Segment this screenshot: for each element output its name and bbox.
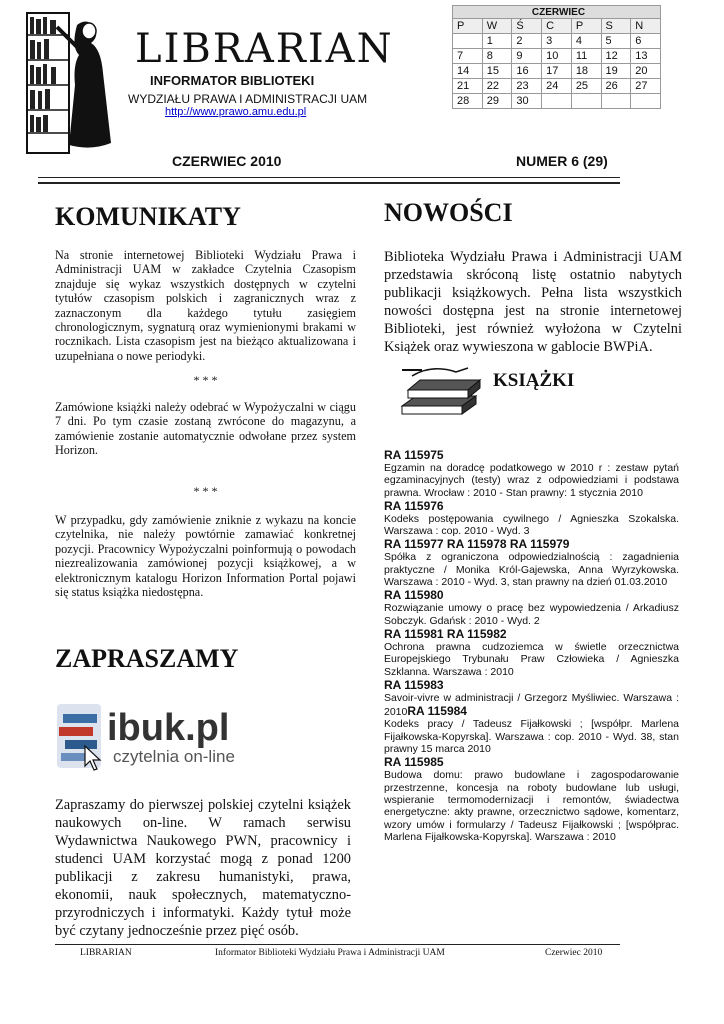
calendar-date: 1 [482,34,512,49]
ksiazki-heading: KSIĄŻKI [493,370,575,391]
list-item [384,755,679,843]
calendar-date: 23 [512,79,542,94]
issue-number: NUMER 6 (29) [516,153,608,169]
books-icon [398,364,488,424]
calendar-date: 5 [601,34,631,49]
calendar-date: 8 [482,49,512,64]
zapraszamy-text: Zapraszamy do pierwszej polskiej czytelni książek naukowych on-line. W ramach serwisu Wydawnictwa Naukowego PWN, pracownicy i studenci UAM korzystać mogą z ponad 1200 publikacji z zakresu humanistyki, prawa, ekonomii, nauk społecznych, matematyczno-przyrodniczych i informatyki. Każdy tytuł może być czytany jednocześnie przez pięć osób. [55,797,351,939]
list-item [384,627,679,678]
calendar-date: 29 [482,94,512,109]
calendar-date: 7 [453,49,483,64]
divider [38,182,620,184]
footer-right: Czerwiec 2010 [545,948,603,958]
book-description: Egzamin na doradcę podatkowego w 2010 r : zestaw pytań egzaminacyjnych (testy) wraz z odpowiedziami i podstawa prawna. Wrocław : 2010 - Stan prawny: 1 stycznia 2010 [384,462,679,499]
ibuk-logo-text: ibuk.pl [107,707,230,749]
calendar-date: 13 [631,49,661,64]
book-signature: RA 115983 [384,677,444,692]
list-item [384,678,679,719]
calendar-date: 25 [571,79,601,94]
ibuk-logo-subtext: czytelnia on-line [113,747,235,766]
calendar-date: 27 [631,79,661,94]
calendar-day: S [601,19,631,34]
nowosci-heading: NOWOŚCI [384,198,513,227]
book-description: Kodeks postępowania cywilnego / Agnieszka Szokalska. Warszawa : cop. 2010 - Wyd. 3 [384,512,679,538]
calendar-day: W [482,19,512,34]
calendar-date: 16 [512,64,542,79]
calendar-week [453,79,661,94]
komunikaty-paragraph: Na stronie internetowej Biblioteki Wydziału Prawa i Administracji UAM w zakładce Czytelnia Czasopism znajduje się wykaz wszystkich dostępnych w czytelni tytułów czasopism polskich i zagranicznych wraz z zaznaczonym dla każdego tytułu zasięgiem chronologicznym, sygnaturą oraz wymienionymi brakami w rocznikach. Lista czasopism jest na bieżąco aktualizowana i uzupełniana o nowe periodyki. [55,248,356,363]
calendar-date: 24 [542,79,572,94]
calendar-date [601,94,631,109]
calendar-date: 18 [571,64,601,79]
calendar-day-headers [453,19,661,34]
issue-date: CZERWIEC 2010 [172,153,282,169]
calendar-day: P [453,19,483,34]
calendar-date: 22 [482,79,512,94]
calendar-date: 15 [482,64,512,79]
calendar-month: CZERWIEC [453,6,661,19]
calendar-date: 14 [453,64,483,79]
nowosci-text: Biblioteka Wydziału Prawa i Administracji UAM przedstawia skróconą listę ostatnio nabytych publikacji książkowych. Pełna lista wszystkich nowości dostępna jest na stronie internetowej Biblioteki, jest również wyłożona w Czytelni Książek oraz wywieszona w gablocie BWPiA. [384,249,682,355]
zapraszamy-heading: ZAPRASZAMY [55,644,239,673]
book-description: Kodeks pracy / Tadeusz Fijałkowski ; [współpr. Marlena Fijałkowska-Kopyrska]. Warszawa : cop. 2010 - Wyd. 38, stan prawny 15 marca 2010 [384,718,679,756]
book-description [384,692,679,719]
calendar-date: 11 [571,49,601,64]
calendar-day: N [631,19,661,34]
calendar-date [571,94,601,109]
calendar-date: 28 [453,94,483,109]
calendar-date: 3 [542,34,572,49]
calendar-date: 30 [512,94,542,109]
list-item [384,588,679,627]
calendar-day: Ś [512,19,542,34]
calendar-date [453,34,483,49]
list-item [384,448,679,499]
calendar-date [542,94,572,109]
ibuk-logo-icon [55,700,275,778]
calendar-week [453,34,661,49]
divider [38,177,620,178]
calendar-date: 6 [631,34,661,49]
list-item [384,499,679,538]
calendar-date: 2 [512,34,542,49]
calendar-date: 10 [542,49,572,64]
newsletter-title: LIBRARIAN [135,26,394,72]
book-description: Ochrona prawna cudzoziemca w świetle orzecznictwa Europejskiego Trybunału Praw Człowieka / Agnieszka Szklanna. Warszawa : 2010 [384,640,679,678]
book-list [384,448,679,843]
list-item [384,537,679,588]
calendar-day: P [571,19,601,34]
calendar-date: 12 [601,49,631,64]
calendar-week [453,49,661,64]
calendar-date: 9 [512,49,542,64]
newsletter-subtitle: INFORMATOR BIBLIOTEKI [150,73,315,88]
calendar-week [453,64,661,79]
separator: * * * [193,373,218,387]
komunikaty-heading: KOMUNIKATY [55,202,241,231]
department-name: WYDZIAŁU PRAWA I ADMINISTRACJI UAM [128,92,368,106]
calendar-week [453,94,661,109]
book-description: Spółka z ograniczona odpowiedzialnością : zagadnienia praktyczne / Monika Król-Gajewska, Anna Wyrzykowska. Warszawa : 2010 - Wyd. 3, stan prawny na dzień 01.03.2010 [384,551,679,589]
book-signature: RA 115980 [384,588,444,603]
footer-center: Informator Biblioteki Wydziału Prawa i Administracji UAM [215,948,445,958]
footer-left: LIBRARIAN [80,948,132,958]
list-item [384,718,679,755]
website-link[interactable]: http://www.prawo.amu.edu.pl [165,106,307,118]
calendar-date: 20 [631,64,661,79]
book-signature: RA 115975 [384,448,444,462]
calendar-weeks [453,34,661,109]
calendar-date: 19 [601,64,631,79]
calendar-date: 4 [571,34,601,49]
calendar-date [631,94,661,109]
calendar [452,5,661,109]
komunikaty-paragraph: Zamówione książki należy odebrać w Wypożyczalni w ciągu 7 dni. Po tym czasie zostaną zwrócone do magazynu, a zamówienie zostanie automatycznie odwołane przez system Horizon. [55,400,356,458]
calendar-date: 17 [542,64,572,79]
book-description-text: Savoir-vivre w administracji / Grzegorz Myśliwiec. Warszawa : 2010 [384,691,679,719]
book-description: Budowa domu: prawo budowlane i zagospodarowanie przestrzenne, koncesja na roboty budowlane lub usługi, wspieranie termomodernizacji i remontów, świadectwa energetyczne: akty prawne, orzecznictwo sądowe, komentarz, wzory umów i formularzy / Tadeusz Fijałkowski ; [współprac. Marlena Fijałkowska-Kopyrska]. Warszawa : 2010 [384,769,679,843]
book-signature: RA 115977 RA 115978 RA 115979 [384,537,570,552]
separator: * * * [193,484,218,498]
komunikaty-paragraph: W przypadku, gdy zamówienie zniknie z wykazu na koncie czytelnika, nie należy powtórnie zamawiać konkretnej pozycji. Pracownicy Wypożyczalni poinformują o powodach niezrealizowania zamówionej pozycji książkowej, a w elektronicznym katalogu Horizon Information Portal pojawi się status książka niedostępna. [55,513,356,600]
book-signature: RA 115976 [384,498,444,513]
calendar-date: 21 [453,79,483,94]
book-signature: RA 115985 [384,755,444,770]
book-signature-inline: RA 115984 [407,704,467,719]
book-signature: RA 115981 RA 115982 [384,626,507,641]
librarian-illustration-icon [25,5,117,157]
book-description: Rozwiązanie umowy o pracę bez wypowiedzenia / Arkadiusz Sobczyk. Gdańsk : 2010 - Wyd. 2 [384,602,679,627]
footer-divider [55,944,620,945]
calendar-date: 26 [601,79,631,94]
calendar-day: C [542,19,572,34]
